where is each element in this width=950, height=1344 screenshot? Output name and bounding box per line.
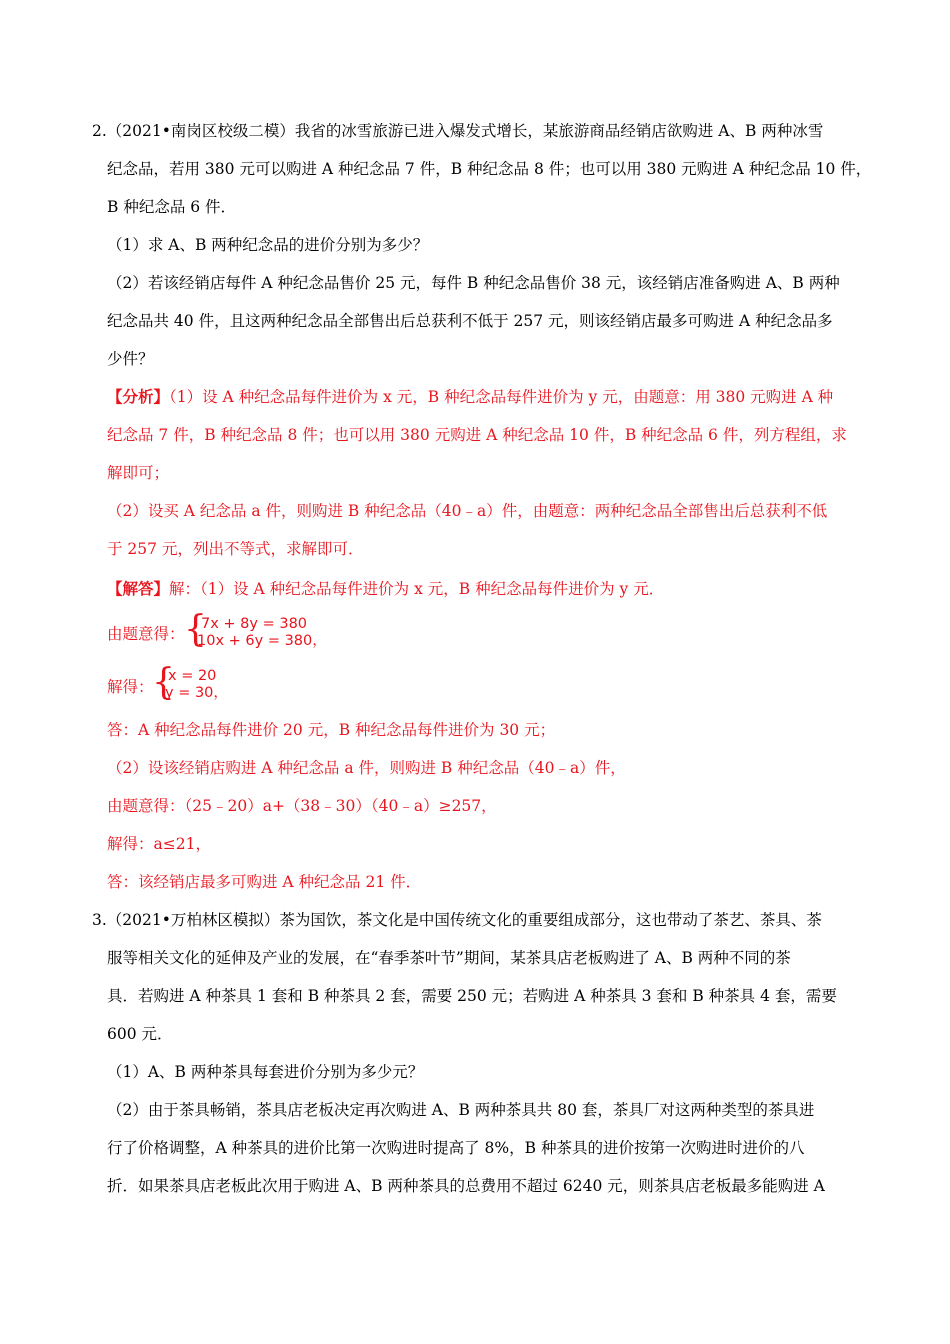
q3-stem-line-1: 3.（2021•万柏林区模拟）茶为国饮，茶文化是中国传统文化的重要组成部分，这也带动了茶艺、茶具、茶 (92, 911, 822, 929)
equation-line-2: 10x + 6y = 380， (197, 633, 327, 649)
q2-answer-line-5: 解得：a≤21， (107, 835, 211, 853)
q2-analysis-line-3: 解即可； (107, 464, 170, 482)
q2-stem-line-2: 纪念品，若用 380 元可以购进 A 种纪念品 7 件，B 种纪念品 8 件；也可以用 380 元购进 A 种纪念品 10 件， (107, 160, 872, 178)
q2-subquestion-2-line-1: （2）若该经销店每件 A 种纪念品售价 25 元，每件 B 种纪念品售价 38 元，该经销店准备购进 A、B 两种 (107, 274, 840, 292)
q2-answer-line-6: 答：该经销店最多可购进 A 种纪念品 21 件． (107, 873, 422, 891)
analysis-tag: 【分析】 (107, 387, 170, 406)
q2-answer-line-2: 答：A 种纪念品每件进价 20 元，B 种纪念品每件进价为 30 元； (107, 721, 556, 739)
q3-stem-line-3: 具．若购进 A 种茶具 1 套和 B 种茶具 2 套，需要 250 元；若购进 A 种茶具 3 套和 B 种茶具 4 套，需要 (107, 987, 837, 1005)
q2-subquestion-2-line-3: 少件？ (107, 350, 154, 368)
q2-equation-label: 由题意得： (107, 625, 185, 643)
q3-subquestion-2-line-1: （2）由于茶具畅销，茶具店老板决定再次购进 A、B 两种茶具共 80 套，茶具厂对这两种类型的茶具进 (107, 1101, 815, 1119)
analysis-text: （1）设 A 种纪念品每件进价为 x 元，B 种纪念品每件进价为 y 元，由题意：用 380 元购进 A 种 (169, 388, 834, 406)
q2-subquestion-2-line-2: 纪念品共 40 件，且这两种纪念品全部售出后总获利不低于 257 元，则该经销店最多可购进 A 种纪念品多 (107, 312, 833, 330)
answer-text: 解：（1）设 A 种纪念品每件进价为 x 元，B 种纪念品每件进价为 y 元． (169, 580, 665, 598)
q2-analysis-line-4: （2）设买 A 纪念品 a 件，则购进 B 种纪念品（40﹣a）件，由题意：两种纪念品全部售出后总获利不低 (107, 502, 828, 520)
q3-subquestion-2-line-2: 行了价格调整，A 种茶具的进价比第一次购进时提高了 8%，B 种茶具的进价按第一次购进时进价的八 (107, 1139, 805, 1157)
q2-subquestion-1: （1）求 A、B 两种纪念品的进价分别为多少？ (107, 236, 429, 254)
q2-answer-line-3: （2）设该经销店购进 A 种纪念品 a 件，则购进 B 种纪念品（40﹣a）件， (107, 759, 626, 777)
q3-stem-line-4: 600 元． (107, 1025, 173, 1043)
q3-stem-line-2: 服等相关文化的延伸及产业的发展，在“春季茶叶节”期间，某茶具店老板购进了 A、B 两种不同的茶 (107, 949, 791, 967)
solution-line-2: y = 30， (165, 685, 228, 701)
q2-solution-label: 解得： (107, 678, 154, 696)
q2-stem-line-3: B 种纪念品 6 件． (107, 198, 237, 216)
q2-answer-line-1 (107, 578, 664, 600)
q2-analysis-line-2: 纪念品 7 件，B 种纪念品 8 件；也可以用 380 元购进 A 种纪念品 10 件，B 种纪念品 6 件，列方程组，求 (107, 426, 847, 444)
q2-analysis-line-5: 于 257 元，列出不等式，求解即可． (107, 540, 364, 558)
equation-line-1: 7x + 8y = 380 (201, 616, 308, 632)
solution-brace: { (152, 662, 175, 703)
q2-stem-line-1: 2.（2021•南岗区校级二模）我省的冰雪旅游已进入爆发式增长，某旅游商品经销店欲购进 A、B 两种冰雪 (92, 122, 824, 140)
equation-brace: { (184, 609, 207, 650)
answer-tag: 【解答】 (107, 579, 170, 598)
q2-analysis-line-1 (107, 386, 833, 408)
q3-subquestion-2-line-3: 折．如果茶具店老板此次用于购进 A、B 两种茶具的总费用不超过 6240 元，则茶具店老板最多能购进 A (107, 1177, 825, 1195)
solution-line-1: x = 20 (168, 668, 217, 684)
q3-subquestion-1: （1）A、B 两种茶具每套进价分别为多少元？ (107, 1063, 424, 1081)
q2-answer-line-4: 由题意得：（25﹣20）a+（38﹣30）（40﹣a）≥257， (107, 797, 497, 815)
